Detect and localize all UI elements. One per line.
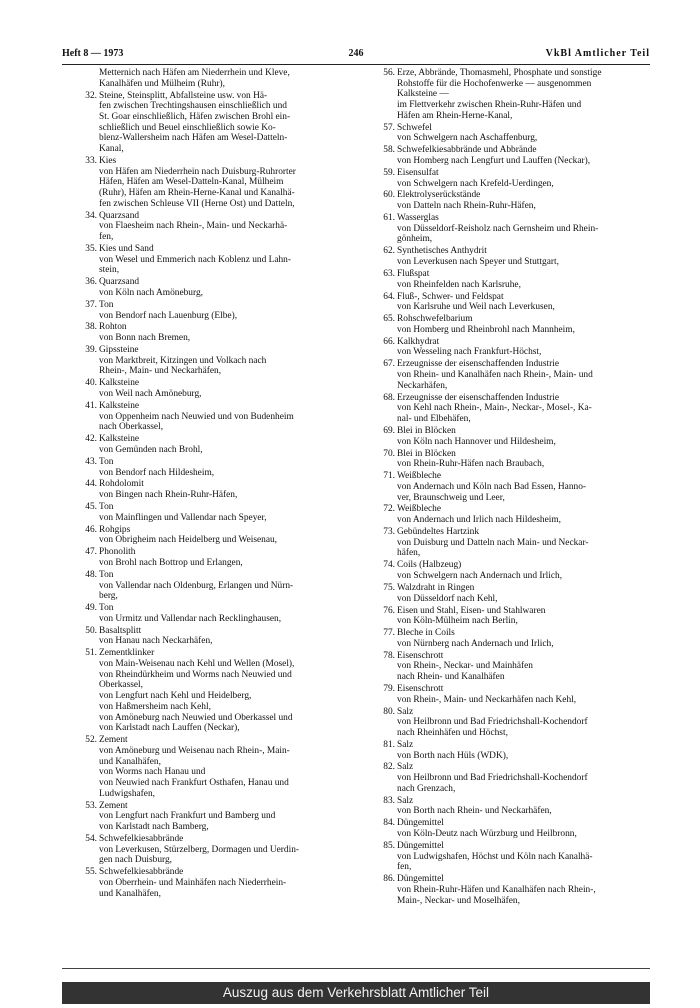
text-line: von Borth nach Hüls (WDK), — [397, 750, 509, 761]
list-item — [366, 190, 650, 211]
item-number: 61. — [383, 213, 395, 224]
list-item — [366, 707, 650, 739]
text-line: von Rheindürkheim und Worms nach Neuwied und — [99, 669, 292, 680]
text-line: nach Rheinhäfen und Höchst, — [397, 727, 508, 738]
text-line: von Lengfurt nach Frankfurt und Bamberg und — [99, 811, 276, 822]
list-item — [366, 314, 650, 335]
list-item — [68, 648, 358, 734]
item-title: Rohschwefelbarium — [397, 314, 473, 325]
text-line: St. Goar einschließlich, Häfen zwischen Brohl ein- — [99, 112, 291, 122]
item-title: Schwefelkiesabbrände — [99, 867, 184, 878]
item-title: Synthetisches Anthydrit — [397, 246, 487, 257]
text-line: nal- und Elbehäfen, — [397, 414, 471, 425]
list-item — [68, 434, 358, 455]
text-line: von Kehl nach Rhein-, Main-, Neckar-, Mosel-, Ka- — [397, 403, 592, 414]
text-line: von Hanau nach Neckarhäfen, — [99, 636, 213, 647]
text-line: von Mainflingen und Vallendar nach Speyer, — [99, 512, 267, 523]
item-title: Ton — [99, 569, 114, 580]
item-number: 32. — [85, 90, 97, 101]
item-number: 55. — [85, 867, 97, 878]
item-number: 79. — [383, 683, 395, 694]
list-item — [366, 841, 650, 873]
item-number: 71. — [383, 471, 395, 482]
item-number: 64. — [383, 291, 395, 302]
text-line: von Amöneburg und Weisenau nach Rhein-, Main- — [99, 745, 290, 756]
list-item — [366, 527, 650, 559]
item-number: 45. — [85, 502, 97, 513]
item-number: 54. — [85, 833, 97, 844]
text-line: von Oberrhein- und Mainhäfen nach Niederrhein- — [99, 877, 287, 888]
item-title: Rohgips — [99, 524, 131, 535]
item-number: 75. — [383, 582, 395, 593]
text-line: fen, — [397, 862, 412, 873]
item-title: Kalksteine — [99, 400, 140, 411]
item-number: 80. — [383, 706, 395, 717]
text-line: von Rhein-, Neckar- und Mainhäfen — [397, 661, 533, 672]
text-line: von Leverkusen, Stürzelberg, Dormagen und Uerdin- — [99, 844, 300, 855]
item-number: 77. — [383, 628, 395, 639]
item-title: Eisenschrott — [397, 650, 444, 661]
item-title: Düngemittel — [397, 874, 444, 885]
list-item — [68, 525, 358, 546]
text-line: von Schwelgern nach Krefeld-Uerdingen, — [397, 178, 554, 189]
text-line: berg, — [99, 591, 118, 602]
list-item — [366, 740, 650, 761]
item-title: Schwefelkiesabbrände — [99, 833, 184, 844]
item-number: 49. — [85, 603, 97, 614]
item-number: 44. — [85, 479, 97, 490]
item-number: 36. — [85, 277, 97, 288]
item-title: Kies und Sand — [99, 244, 154, 254]
issue-label: Heft 8 — 1973 — [62, 48, 124, 59]
item-number: 60. — [383, 190, 395, 201]
item-title: Ton — [99, 603, 114, 614]
list-item — [366, 449, 650, 470]
item-title: Gipssteine — [99, 345, 139, 356]
list-item — [366, 628, 650, 649]
text-line: von Homberg nach Lengfurt und Lauffen (Neckar), — [397, 156, 591, 166]
text-line: von Rhein-Ruhr-Häfen und Kanalhäfen nach Rhein-, — [397, 884, 596, 895]
item-number: 41. — [85, 400, 97, 411]
text-line: von Flaesheim nach Rhein-, Main- und Neckarhä- — [99, 221, 288, 232]
text-line: im Flettverkehr zwischen Rhein-Ruhr-Häfen und — [397, 100, 582, 111]
item-number: 50. — [85, 625, 97, 636]
text-line: von Leverkusen nach Speyer und Stuttgart, — [397, 257, 559, 268]
list-item — [68, 603, 358, 624]
text-line: von Haßmersheim nach Kehl, — [99, 701, 211, 712]
item-number: 66. — [383, 336, 395, 347]
item-title: Wasserglas — [397, 213, 439, 224]
item-title: Düngemittel — [397, 840, 444, 851]
footer-rule — [62, 968, 650, 969]
item-number: 67. — [383, 359, 395, 370]
text-line: nach Grenzach, — [397, 783, 456, 794]
item-title: Quarzsand — [99, 210, 140, 221]
text-line: von Bonn nach Bremen, — [99, 333, 191, 344]
text-line: fen zwischen Schleuse VII (Herne Ost) und Datteln, — [99, 198, 295, 209]
text-line: von Datteln nach Rhein-Ruhr-Häfen, — [397, 201, 536, 212]
item-title: Rohdolomit — [99, 479, 144, 490]
text-line: von Gemünden nach Brohl, — [99, 444, 203, 455]
text-line: nach Oberkassel, — [99, 422, 164, 433]
text-line: von Andernach und Irlich nach Hildesheim, — [397, 515, 562, 526]
text-line: Kanalhäfen und Mülheim (Ruhr), — [99, 78, 226, 89]
list-item — [366, 123, 650, 144]
list-item — [366, 796, 650, 817]
item-number: 62. — [383, 246, 395, 257]
item-title: Zement — [99, 800, 128, 811]
text-line: von Heilbronn und Bad Friedrichshall-Kochendorf — [397, 717, 588, 728]
item-number: 86. — [383, 874, 395, 885]
text-line: Häfen, Häfen am Wesel-Datteln-Kanal, Mülheim — [99, 177, 284, 188]
item-number: 46. — [85, 524, 97, 535]
item-number: 68. — [383, 392, 395, 403]
item-number: 59. — [383, 167, 395, 178]
list-item — [68, 479, 358, 500]
item-number: 33. — [85, 156, 97, 166]
text-line: von Düsseldorf nach Kehl, — [397, 593, 498, 604]
list-item — [366, 168, 650, 189]
text-line: Kanal, — [99, 144, 124, 155]
list-item — [366, 393, 650, 425]
item-number: 47. — [85, 547, 97, 558]
text-line: fen, — [99, 232, 114, 243]
left-column — [68, 68, 358, 900]
list-item — [68, 735, 358, 799]
text-line: von Ludwigshafen, Höchst und Köln nach Kanalhä- — [397, 851, 593, 862]
list-item — [68, 322, 358, 343]
item-title: Salz — [397, 795, 414, 806]
list-item — [68, 211, 358, 243]
text-line: gönheim, — [397, 234, 433, 245]
item-number: 85. — [383, 840, 395, 851]
text-line: von Lengfurt nach Kehl und Heidelberg, — [99, 691, 252, 702]
item-title: Erzeugnisse der eisenschaffenden Industrie — [397, 359, 560, 370]
item-number: 65. — [383, 314, 395, 325]
list-item — [366, 762, 650, 794]
item-number: 76. — [383, 605, 395, 616]
text-line: von Bendorf nach Lauenburg (Elbe), — [99, 310, 238, 321]
list-item — [68, 156, 358, 210]
item-number: 40. — [85, 378, 97, 389]
item-title: Erzeugnisse der eisenschaffenden Industrie — [397, 392, 560, 403]
item-title: Quarzsand — [99, 277, 140, 288]
text-line: von Karlstadt nach Bamberg, — [99, 821, 209, 832]
item-title: Eisen und Stahl, Eisen- und Stahlwaren — [397, 605, 546, 616]
item-title: Salz — [397, 739, 414, 750]
list-item — [366, 471, 650, 503]
item-title: Zement — [99, 735, 128, 746]
text-line: von Borth nach Rhein- und Neckarhäfen, — [397, 806, 552, 817]
list-item — [68, 547, 358, 568]
text-line: von Häfen am Niederrhein nach Duisburg-Ruhrorter — [99, 166, 296, 177]
item-title: Kalksteine — [99, 378, 140, 389]
item-title: Steine, Steinsplitt, Abfallsteine usw. von Hä- — [99, 90, 268, 101]
list-item — [366, 292, 650, 313]
text-line: von Wesel und Emmerich nach Koblenz und Lahn- — [99, 254, 291, 265]
page-number: 246 — [348, 48, 364, 59]
item-title: Erze, Abbrände, Thomasmehl, Phosphate und sonstige — [397, 68, 602, 78]
text-line: häfen, — [397, 548, 421, 559]
item-title: Salz — [397, 706, 414, 717]
text-line: von Obrigheim nach Heidelberg und Weisenau, — [99, 535, 278, 546]
text-line: schließlich und Beuel einschließlich sowie Ko- — [99, 122, 276, 133]
text-line: von Schwelgern nach Andernach und Irlich, — [397, 571, 563, 582]
header-rule — [62, 64, 650, 65]
item-title: Schwefel — [397, 122, 432, 133]
text-line: von Nürnberg nach Andernach und Irlich, — [397, 638, 554, 649]
list-item — [366, 874, 650, 906]
list-item — [68, 345, 358, 377]
list-item — [366, 606, 650, 627]
item-number: 58. — [383, 145, 395, 156]
text-line: Kalksteine — — [397, 89, 449, 100]
list-item — [68, 244, 358, 276]
text-line: von Andernach und Köln nach Bad Essen, Hanno- — [397, 481, 587, 492]
item-title: Eisensulfat — [397, 167, 439, 178]
item-title: Kies — [99, 156, 117, 166]
footer-banner: Auszug aus dem Verkehrsblatt Amtlicher Teil — [62, 982, 650, 1004]
item-title: Phonolith — [99, 547, 136, 558]
item-number: 74. — [383, 560, 395, 571]
item-number: 52. — [85, 735, 97, 746]
journal-title: VkBl Amtlicher Teil — [545, 48, 650, 59]
text-line: Oberkassel, — [99, 680, 143, 691]
item-number: 83. — [383, 795, 395, 806]
text-line: von Worms nach Hanau und — [99, 767, 206, 778]
right-column — [366, 68, 650, 908]
item-title: Blei in Blöcken — [397, 425, 456, 436]
item-title: Schwefelkiesabbrände und Abbrände — [397, 145, 537, 156]
item-title: Ton — [99, 502, 114, 513]
item-number: 70. — [383, 448, 395, 459]
item-title: Coils (Halbzeug) — [397, 560, 462, 571]
text-line: von Rhein- und Kanalhäfen nach Rhein-, Main- und — [397, 370, 593, 381]
text-line: (Ruhr), Häfen am Rhein-Herne-Kanal und Kanalhä- — [99, 188, 295, 199]
list-item — [366, 684, 650, 705]
text-line: von Köln nach Amöneburg, — [99, 288, 203, 298]
text-line: von Oppenheim nach Neuwied und von Budenheim — [99, 411, 294, 422]
item-title: Walzdraht in Ringen — [397, 582, 475, 593]
text-line: von Neuwied nach Frankfurt Osthafen, Hanau und — [99, 777, 289, 788]
item-title: Blei in Blöcken — [397, 448, 456, 459]
text-line: von Karlstadt nach Lauffen (Neckar), — [99, 723, 240, 734]
text-line: Rohstoffe für die Hochofenwerke — ausgenommen — [397, 78, 592, 89]
text-line: fen zwischen Trechtingshausen einschließlich und — [99, 101, 287, 112]
list-item — [68, 401, 358, 433]
item-title: Kalkhydrat — [397, 336, 440, 347]
item-title: Elektrolyserückstände — [397, 190, 481, 201]
text-line: von Vallendar nach Oldenburg, Erlangen und Nürn- — [99, 580, 294, 591]
item-number: 56. — [383, 68, 395, 78]
item-title: Gebündeltes Hartzink — [397, 527, 480, 538]
text-line: von Bingen nach Rhein-Ruhr-Häfen, — [99, 490, 238, 501]
text-line: von Köln-Deutz nach Würzburg und Heilbronn, — [397, 829, 577, 840]
text-line: von Main-Weisenau nach Kehl und Wellen (Mosel), — [99, 659, 295, 670]
text-line: von Marktbreit, Kitzingen und Volkach nach — [99, 355, 267, 366]
list-item — [68, 277, 358, 298]
list-item — [366, 426, 650, 447]
item-title: Ton — [99, 299, 114, 310]
list-item — [366, 246, 650, 267]
item-number: 72. — [383, 504, 395, 515]
list-item — [68, 502, 358, 523]
item-title: Weißbleche — [397, 504, 442, 515]
text-line: ver, Braunschweig und Leer, — [397, 492, 505, 503]
list-item — [68, 626, 358, 647]
text-line: Neckarhäfen, — [397, 380, 448, 391]
list-item — [366, 213, 650, 245]
item-title: Düngemittel — [397, 818, 444, 829]
text-line: von Brohl nach Bottrop und Erlangen, — [99, 557, 243, 568]
item-number: 48. — [85, 569, 97, 580]
item-title: Kalksteine — [99, 434, 140, 445]
text-line: von Schwelgern nach Aschaffenburg, — [397, 133, 538, 144]
item-title: Weißbleche — [397, 471, 442, 482]
item-number: 53. — [85, 800, 97, 811]
item-number: 78. — [383, 650, 395, 661]
item-number: 69. — [383, 425, 395, 436]
list-item — [68, 570, 358, 602]
text-line: blenz-Wallersheim nach Häfen am Wesel-Datteln- — [99, 133, 288, 144]
item-number: 35. — [85, 244, 97, 254]
text-line: von Köln-Mülheim nach Berlin, — [397, 616, 518, 627]
item-number: 51. — [85, 648, 97, 659]
continuation-text — [68, 68, 358, 89]
list-item — [366, 68, 650, 122]
text-line: Main-, Neckar- und Moselhäfen, — [397, 895, 520, 906]
item-number: 42. — [85, 434, 97, 445]
text-line: von Weil nach Amöneburg, — [99, 389, 202, 400]
text-line: von Homberg und Rheinbrohl nach Mannheim, — [397, 324, 575, 335]
list-item — [68, 457, 358, 478]
list-item — [366, 145, 650, 166]
text-line: von Düsseldorf-Reisholz nach Gernsheim und Rhein- — [397, 223, 599, 234]
text-line: von Heilbronn und Bad Friedrichshall-Kochendorf — [397, 773, 588, 784]
list-item — [366, 504, 650, 525]
list-item — [68, 378, 358, 399]
item-number: 84. — [383, 818, 395, 829]
item-number: 73. — [383, 527, 395, 538]
text-line: von Köln nach Hannover und Hildesheim, — [397, 436, 556, 447]
list-item — [68, 834, 358, 866]
item-title: Ton — [99, 456, 114, 467]
text-line: von Rhein-, Main- und Neckarhäfen nach Kehl, — [397, 694, 577, 705]
text-line: und Kanalhäfen, — [99, 888, 161, 899]
item-number: 57. — [383, 122, 395, 133]
text-line: Metternich nach Häfen am Niederrhein und Kleve, — [99, 68, 290, 78]
item-number: 37. — [85, 299, 97, 310]
item-number: 63. — [383, 268, 395, 279]
text-line: von Bendorf nach Hildesheim, — [99, 467, 215, 478]
text-line: und Kanalhäfen, — [99, 756, 161, 767]
text-line: Häfen am Rhein-Herne-Kanal, — [397, 110, 513, 121]
list-item — [366, 818, 650, 839]
list-item — [68, 867, 358, 899]
list-item — [366, 651, 650, 683]
text-line: von Karlsruhe und Weil nach Leverkusen, — [397, 302, 555, 313]
text-line: von Duisburg und Datteln nach Main- und Neckar- — [397, 537, 589, 548]
list-item — [68, 91, 358, 155]
text-line: von Rhein-Ruhr-Häfen nach Braubach, — [397, 459, 545, 470]
item-title: Bleche in Coils — [397, 628, 455, 639]
item-title: Rohton — [99, 322, 127, 333]
text-line: von Amöneburg nach Neuwied und Oberkassel und — [99, 712, 293, 723]
text-line: Ludwigshafen, — [99, 788, 155, 799]
item-title: Salz — [397, 762, 414, 773]
item-number: 81. — [383, 739, 395, 750]
item-number: 39. — [85, 345, 97, 356]
list-item — [366, 359, 650, 391]
list-item — [366, 560, 650, 581]
list-item — [366, 337, 650, 358]
item-title: Eisenschrott — [397, 683, 444, 694]
list-item — [68, 801, 358, 833]
text-line: von Urmitz und Vallendar nach Recklinghausen, — [99, 613, 282, 624]
text-line: Rhein-, Main- und Neckarhäfen, — [99, 366, 222, 377]
item-title: Fluß-, Schwer- und Feldspat — [397, 291, 504, 302]
page-header — [62, 48, 650, 62]
item-number: 34. — [85, 210, 97, 221]
list-item — [366, 583, 650, 604]
list-item — [68, 300, 358, 321]
list-item — [366, 269, 650, 290]
item-title: Basaltsplitt — [99, 625, 142, 636]
item-number: 82. — [383, 762, 395, 773]
item-number: 38. — [85, 322, 97, 333]
text-line: nach Rhein- und Kanalhäfen — [397, 672, 505, 683]
item-title: Zementklinker — [99, 648, 155, 659]
text-line: gen nach Duisburg, — [99, 855, 172, 866]
text-line: von Wesseling nach Frankfurt-Höchst, — [397, 347, 542, 358]
item-number: 43. — [85, 456, 97, 467]
text-line: von Rheinfelden nach Karlsruhe, — [397, 279, 521, 290]
item-title: Flußspat — [397, 268, 430, 279]
text-line: stein, — [99, 265, 120, 276]
